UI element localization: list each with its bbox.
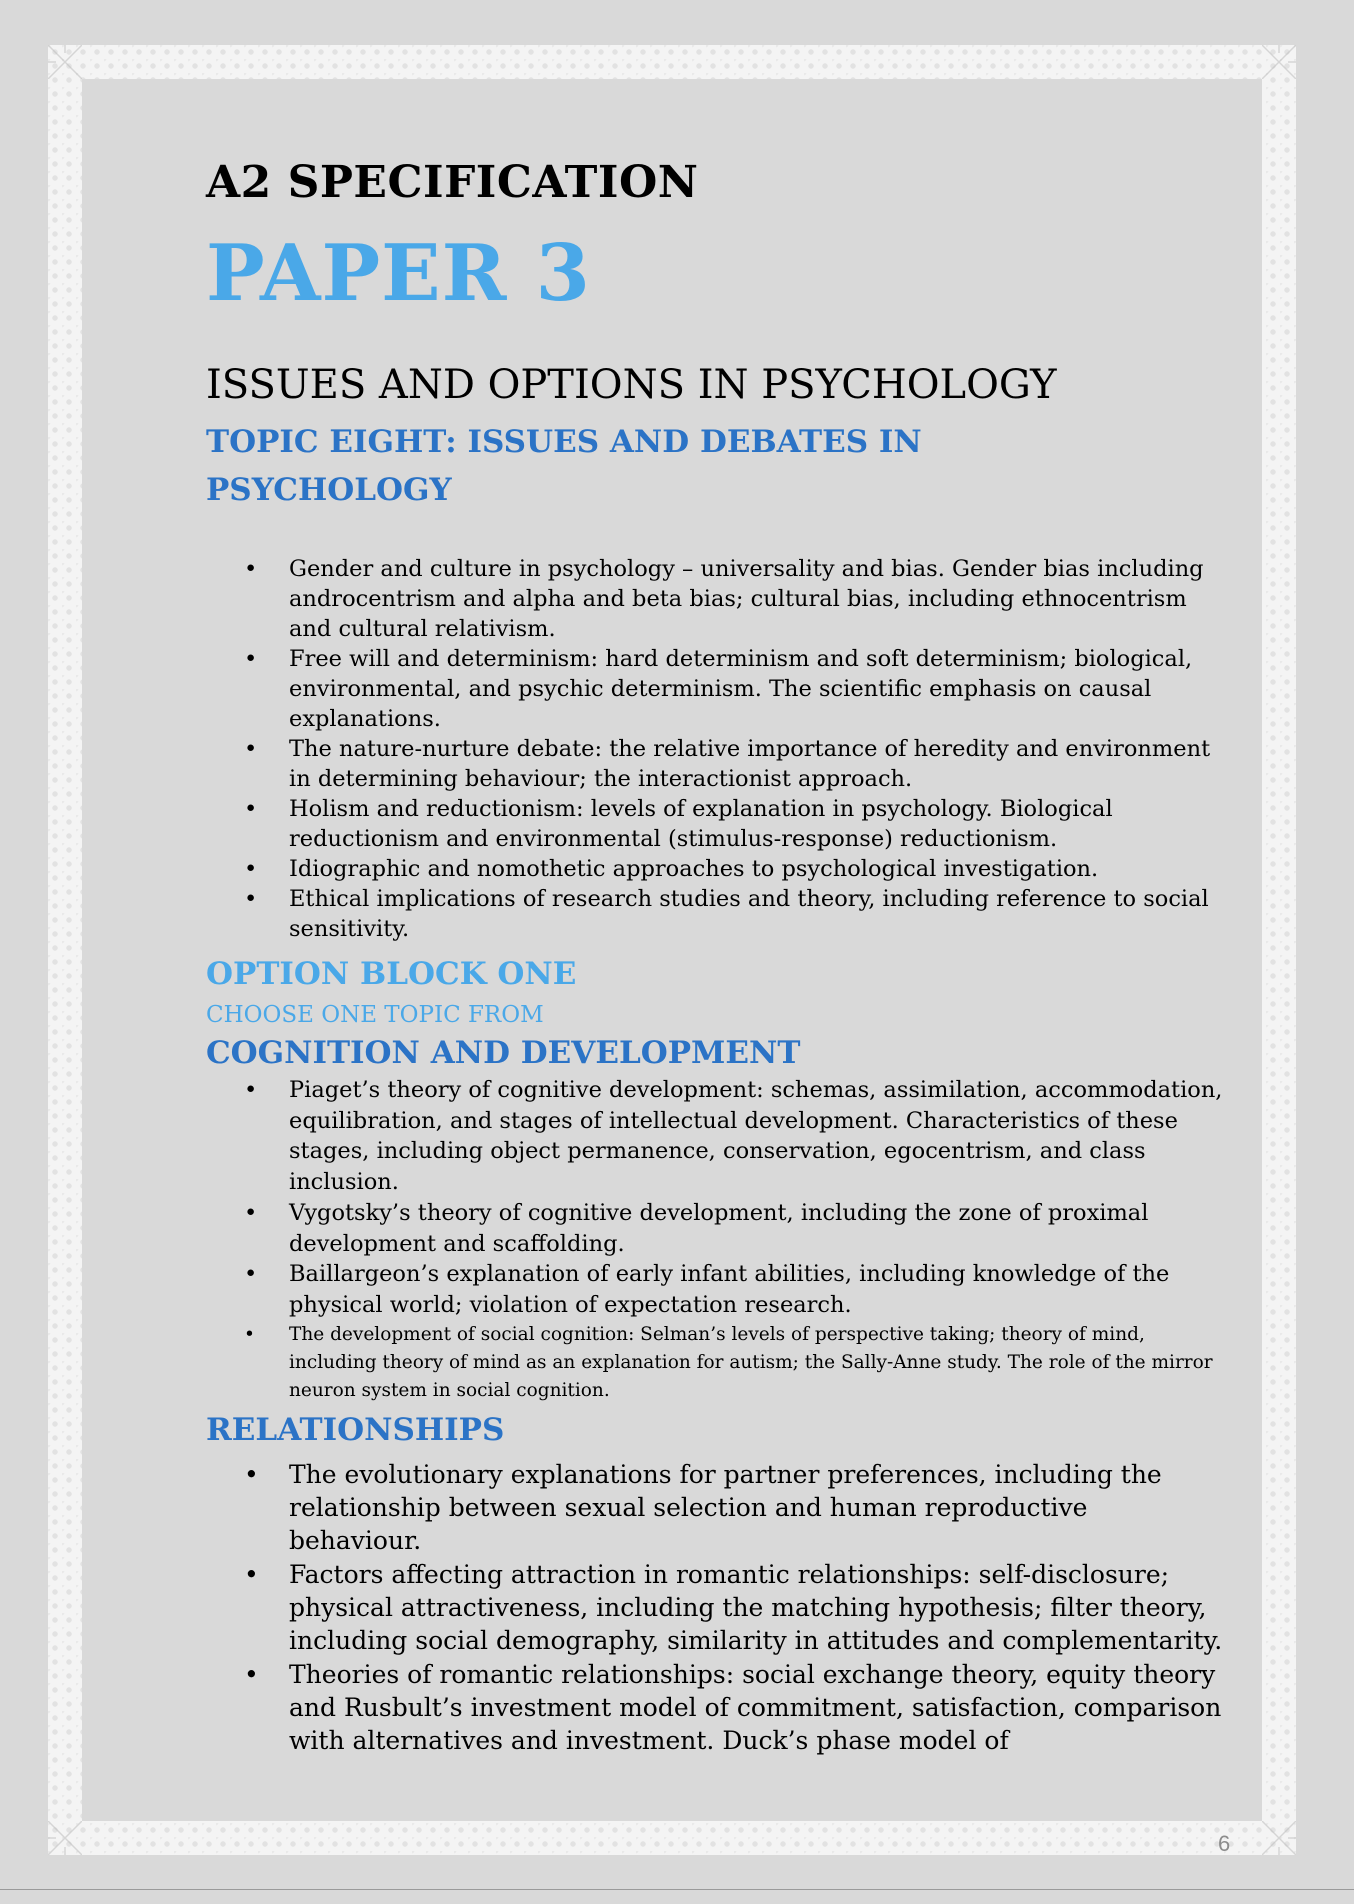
topic-eight-heading: TOPIC EIGHT: ISSUES AND DEBATES IN PSYCHOLOGY <box>206 424 922 508</box>
page-content-area <box>82 79 1262 1856</box>
list-item: • The evolutionary explanations for partner preferences, including the relationship between sexual selection and human reproductive behaviour. <box>206 1458 1226 1557</box>
corner-ornament-icon <box>48 1821 82 1855</box>
option-block-subheading: CHOOSE ONE TOPIC FROM <box>206 1002 544 1028</box>
list-item: • Ethical implications of research studies and theory, including reference to social sensitivity. <box>206 884 1226 944</box>
list-item: • Gender and culture in psychology – universality and bias. Gender bias including androcentrism and alpha and beta bias; cultural bias, including ethnocentrism and cultural relativism. <box>206 554 1226 644</box>
document-page <box>48 45 1296 1855</box>
viewer-bottom-border <box>0 1889 1354 1890</box>
list-item: • The nature-nurture debate: the relative importance of heredity and environment in determining behaviour; the interactionist approach. <box>206 734 1226 794</box>
corner-ornament-icon <box>1262 1821 1296 1855</box>
list-item: • Idiographic and nomothetic approaches to psychological investigation. <box>206 854 1226 884</box>
relationships-list <box>206 1458 1226 1758</box>
issues-title: ISSUES AND OPTIONS IN PSYCHOLOGY <box>206 362 1057 408</box>
paper-title: PAPER 3 <box>206 228 591 319</box>
list-item: • Baillargeon’s explanation of early infant abilities, including knowledge of the physical world; violation of expectation research. <box>206 1259 1226 1320</box>
list-item: • Vygotsky’s theory of cognitive development, including the zone of proximal development and scaffolding. <box>206 1198 1226 1259</box>
list-item: • The development of social cognition: Selman’s levels of perspective taking; theory of mind, including theory of mind as an explanation for autism; the Sally-Anne study. The role of the mirror neuron system in social cognition. <box>206 1321 1226 1405</box>
relationships-heading: RELATIONSHIPS <box>206 1412 505 1448</box>
list-item: • Holism and reductionism: levels of explanation in psychology. Biological reductionism and environmental (stimulus-response) reductionism. <box>206 794 1226 854</box>
spec-title: A2 SPECIFICATION <box>206 157 699 208</box>
topic-eight-list <box>206 554 1226 944</box>
list-item: • Theories of romantic relationships: social exchange theory, equity theory and Rusbult’s investment model of commitment, satisfaction, comparison with alternatives and investment. Duck’s phase model of <box>206 1658 1226 1757</box>
page-number: 6 <box>1218 1831 1231 1856</box>
list-item: • Free will and determinism: hard determinism and soft determinism; biological, environmental, and psychic determinism. The scientific emphasis on causal explanations. <box>206 644 1226 734</box>
option-block-heading: OPTION BLOCK ONE <box>206 956 577 992</box>
list-item: • Piaget’s theory of cognitive development: schemas, assimilation, accommodation, equilibration, and stages of intellectual development. Characteristics of these stages, including object permanence, conservation, egocentrism, and class inclusion. <box>206 1075 1226 1198</box>
cognition-heading: COGNITION AND DEVELOPMENT <box>206 1035 801 1071</box>
corner-ornament-icon <box>1262 45 1296 79</box>
list-item: • Factors affecting attraction in romantic relationships: self-disclosure; physical attractiveness, including the matching hypothesis; filter theory, including social demography, similarity in attitudes and complementarity. <box>206 1558 1226 1657</box>
corner-ornament-icon <box>48 45 82 79</box>
cognition-list <box>206 1075 1226 1405</box>
